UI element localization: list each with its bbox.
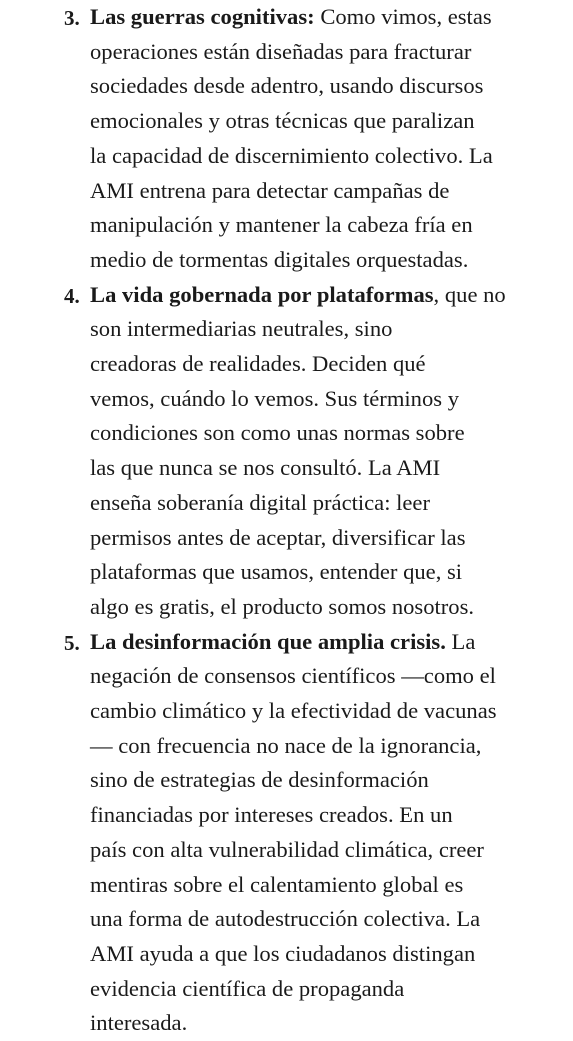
text-line: financiadas por intereses creados. En un xyxy=(90,802,453,828)
text-line: mentiras sobre el calentamiento global es xyxy=(90,871,464,897)
text-line: interesada. xyxy=(90,1010,188,1036)
text-line: país con alta vulnerabilidad climática, creer xyxy=(90,836,484,862)
text-line: son intermediarias neutrales, sino xyxy=(90,316,393,342)
text-line: AMI ayuda a que los ciudadanos distingan xyxy=(90,940,476,966)
list-item-heading: La desinformación que amplia crisis. xyxy=(90,628,446,654)
text-line: las que nunca se nos consultó. La AMI xyxy=(90,455,441,481)
text-line: evidencia científica de propaganda xyxy=(90,975,405,1001)
text-line: vemos, cuándo lo vemos. Sus términos y xyxy=(90,385,460,411)
list-item-text: , que no xyxy=(433,281,506,307)
list-item-number: 4. xyxy=(64,283,80,308)
text-line: sino de estrategias de desinformación xyxy=(90,767,429,793)
list-item-heading: La vida gobernada por plataformas xyxy=(90,281,434,307)
text-line: cambio climático y la efectividad de vacunas xyxy=(90,698,497,724)
text-line: medio de tormentas digitales orquestadas. xyxy=(90,246,469,272)
text-line: condiciones son como unas normas sobre xyxy=(90,420,465,446)
text-line: operaciones están diseñadas para fracturar xyxy=(90,38,472,64)
text-line: enseña soberanía digital práctica: leer xyxy=(90,489,430,515)
text-line: una forma de autodestrucción colectiva. La xyxy=(90,906,481,932)
list-item-number: 5. xyxy=(64,630,80,655)
text-line: manipulación y mantener la cabeza fría en xyxy=(90,212,473,238)
list-item-text: Como vimos, estas xyxy=(314,4,492,29)
list-item-first-line xyxy=(90,278,563,313)
text-line: emocionales y otras técnicas que paralizan xyxy=(90,108,475,134)
list-item-disinformation xyxy=(0,625,563,1041)
list-item-heading: Las guerras cognitivas: xyxy=(90,4,315,29)
list-item-first-line xyxy=(90,625,563,660)
text-line: sociedades desde adentro, usando discursos xyxy=(90,73,484,99)
text-line: AMI entrena para detectar campañas de xyxy=(90,177,450,203)
text-line: plataformas que usamos, entender que, si xyxy=(90,559,463,585)
text-line: — con frecuencia no nace de la ignorancia, xyxy=(90,732,482,758)
list-item-number: 3. xyxy=(64,6,80,30)
list-item-text: La xyxy=(445,628,476,654)
list-item-cognitive-wars xyxy=(0,0,563,278)
text-line: negación de consensos científicos —como el xyxy=(90,663,496,689)
list-item-first-line xyxy=(90,0,563,35)
text-line: permisos antes de aceptar, diversificar las xyxy=(90,524,466,550)
list-item-platforms xyxy=(0,278,563,625)
text-line: creadoras de realidades. Deciden qué xyxy=(90,351,426,377)
text-line: algo es gratis, el producto somos nosotros. xyxy=(90,593,475,619)
text-line: la capacidad de discernimiento colectivo. La xyxy=(90,142,493,168)
